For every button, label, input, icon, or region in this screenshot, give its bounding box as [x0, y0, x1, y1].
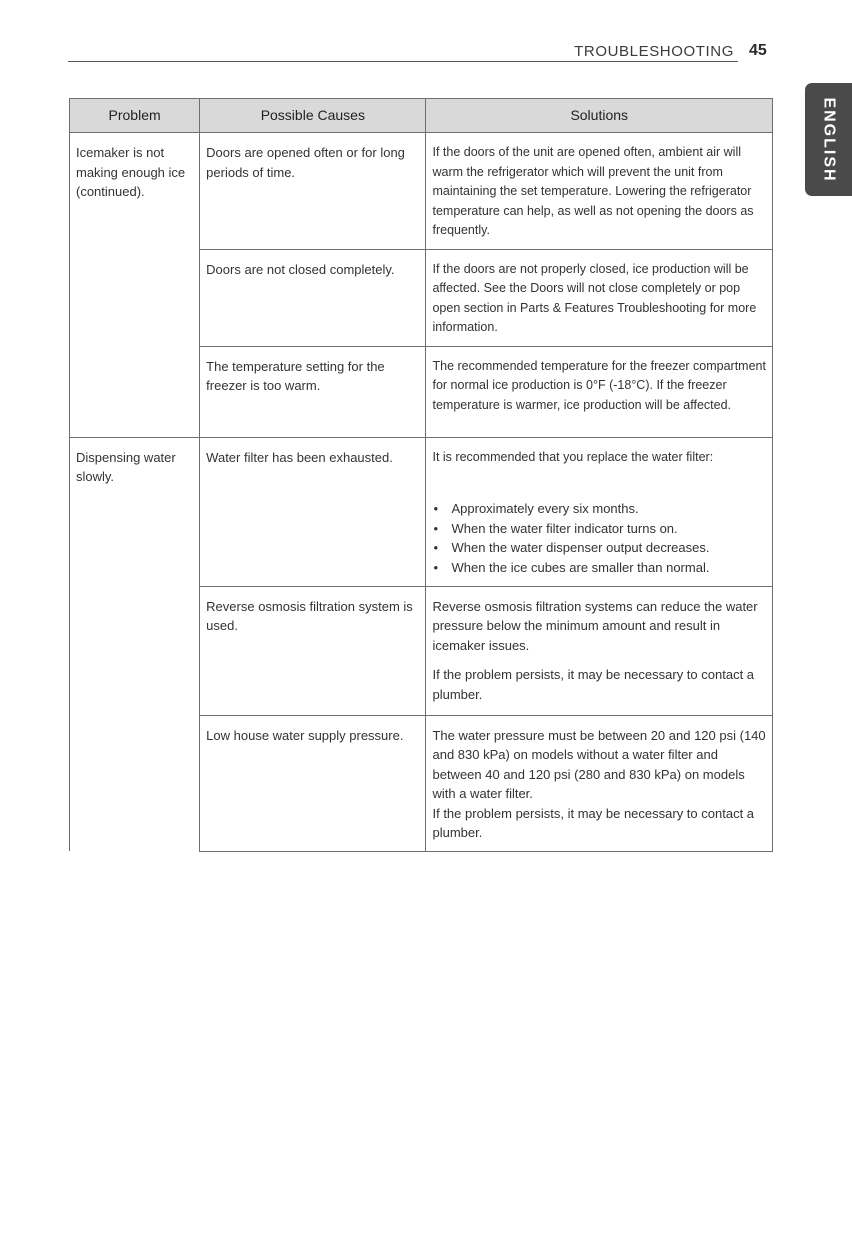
list-item: • When the water filter indicator turns on.: [432, 519, 766, 539]
language-tab: [805, 83, 852, 196]
column-header-problem: Problem: [70, 99, 200, 133]
solution-cell: [426, 437, 773, 586]
solution-note: If the problem persists, it may be necessary to contact a plumber.: [432, 667, 755, 702]
solution-text: The water pressure must be between 20 and 120 psi (140 and 830 kPa) on models without a water filter and between 40 and 120 psi (280 and 830 kPa) on models with a water filter.: [432, 727, 766, 801]
list-item: • When the ice cubes are smaller than normal.: [432, 558, 766, 578]
solution-text: It is recommended that you replace the water filter:: [432, 449, 714, 464]
table-row: [70, 133, 773, 250]
problem-cell: Dispensing water slowly.: [70, 437, 200, 851]
cause-cell: Doors are opened often or for long periods of time.: [200, 133, 426, 250]
solution-cell: [426, 715, 773, 851]
problem-cell: Icemaker is not making enough ice (continued).: [70, 133, 200, 438]
cause-cell: Water filter has been exhausted.: [200, 437, 426, 586]
list-item: • When the water dispenser output decreases.: [432, 538, 766, 558]
column-header-solutions: Solutions: [426, 99, 773, 133]
replacement-bullet-list: [432, 499, 766, 577]
solution-cell: If the doors are not properly closed, ice production will be affected. See the Doors will not close completely or pop open section in Parts & Features Troubleshooting for more information.: [426, 249, 773, 346]
page-number: 45: [749, 42, 767, 59]
troubleshooting-table: [69, 98, 773, 852]
solution-cell: If the doors of the unit are opened often, ambient air will warm the refrigerator which will prevent the unit from maintaining the set temperature. Lowering the refrigerator temperature can help, as well as not opening the doors as frequently.: [426, 133, 773, 250]
cause-cell: The temperature setting for the freezer is too warm.: [200, 346, 426, 437]
cause-cell: Reverse osmosis filtration system is used.: [200, 586, 426, 715]
table-header-row: [70, 99, 773, 133]
header-divider: [68, 61, 738, 62]
solution-note: If the problem persists, it may be necessary to contact a plumber.: [432, 805, 755, 840]
column-header-causes: Possible Causes: [200, 99, 426, 133]
solution-cell: [426, 586, 773, 715]
table-row: [70, 437, 773, 586]
cause-cell: Doors are not closed completely.: [200, 249, 426, 346]
section-title: TROUBLESHOOTING: [574, 43, 734, 60]
solution-cell: The recommended temperature for the freezer compartment for normal ice production is 0°F (-18°C). If the freezer temperature is warmer, ice production will be affected.: [426, 346, 773, 437]
cause-cell: Low house water supply pressure.: [200, 715, 426, 851]
language-tab-label: ENGLISH: [820, 96, 838, 183]
solution-text: Reverse osmosis filtration systems can reduce the water pressure below the minimum amount and result in icemaker issues.: [432, 598, 758, 653]
list-item: • Approximately every six months.: [432, 499, 766, 519]
